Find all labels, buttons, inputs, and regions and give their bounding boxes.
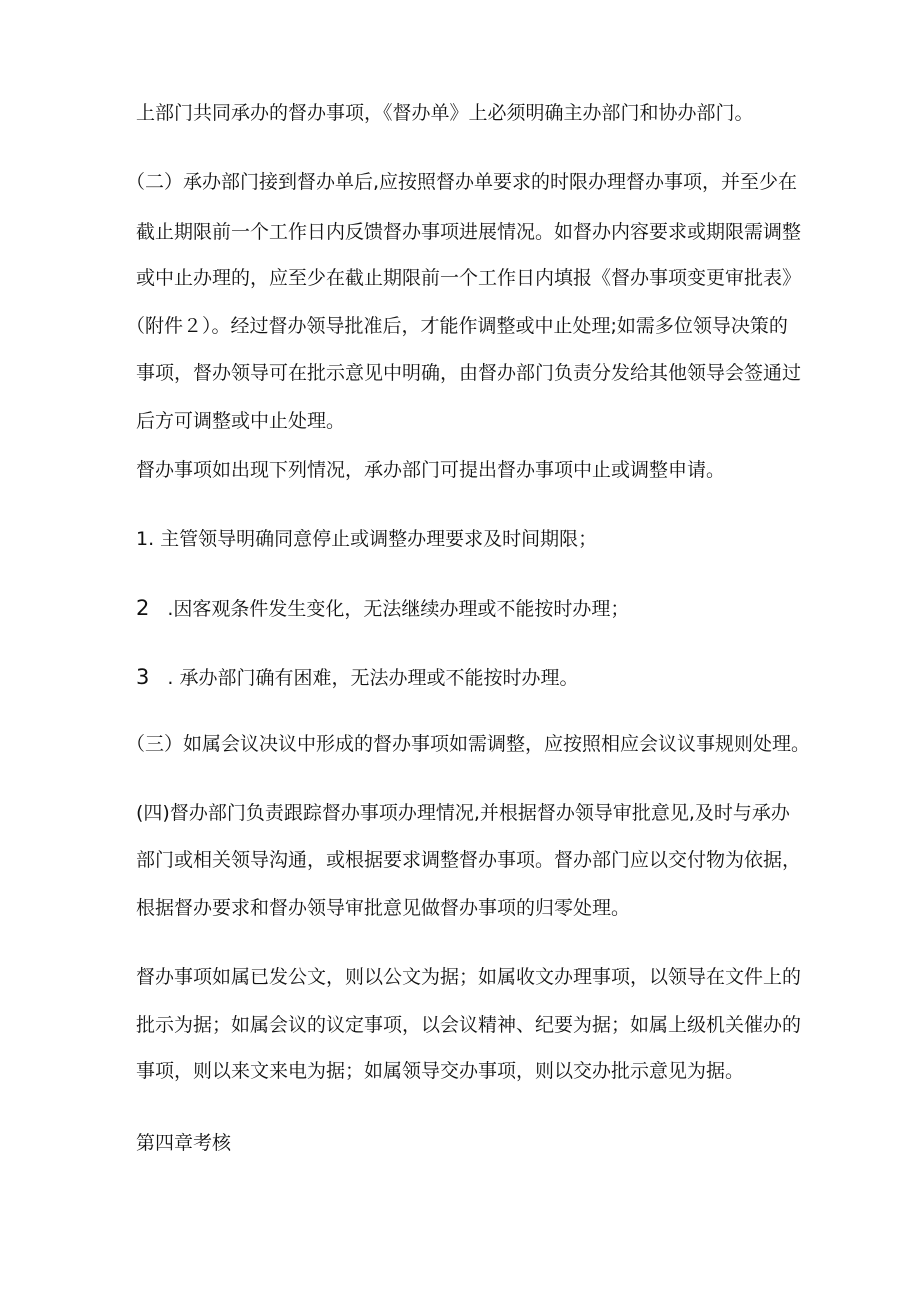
list-item-3 — [136, 663, 578, 692]
paragraph-2-line-2: 截止期限前一个工作日内反馈督办事项进展情况。如督办内容要求或期限需调整 — [136, 221, 802, 243]
paragraph-2-line-3: 或中止办理的，应至少在截止期限前一个工作日内填报《督办事项变更审批表》 — [136, 267, 802, 289]
paragraph-2-line-1: （二）承办部门接到督办单后,应按照督办单要求的时限办理督办事项，并至少在 — [126, 171, 798, 193]
paragraph-5-line-2: 部门或相关领导沟通，或根据要求调整督办事项。督办部门应以交付物为依据， — [136, 849, 802, 871]
paragraph-6-line-1: 督办事项如属已发公文，则以公文为据；如属收文办理事项，以领导在文件上的 — [136, 966, 802, 988]
chapter-heading: 第四章考核 — [136, 1132, 232, 1154]
list-item-1 — [136, 525, 597, 553]
list-item-2 — [136, 594, 629, 623]
paragraph-2-line-4: （附件２）。经过督办领导批准后，才能作调整或中止处理;如需多位领导决策的 — [126, 315, 788, 337]
list-item-3-text: . 承办部门确有困难，无法办理或不能按时办理。 — [167, 667, 579, 689]
paragraph-5-line-1: (四)督办部门负责跟踪督办事项办理情况,并根据督办领导审批意见,及时与承办 — [136, 802, 790, 824]
paragraph-3-line-1: 督办事项如出现下列情况，承办部门可提出督办事项中止或调整申请。 — [136, 459, 726, 481]
paragraph-2-line-6: 后方可调整或中止处理。 — [136, 410, 346, 432]
paragraph-1-line-1: 上部门共同承办的督办事项，《督办单》上必须明确主办部门和协办部门。 — [136, 102, 754, 124]
paragraph-5-line-3: 根据督办要求和督办领导审批意见做督办事项的归零处理。 — [136, 897, 631, 919]
paragraph-2-line-5: 事项，督办领导可在批示意见中明确，由督办部门负责分发给其他领导会签通过 — [136, 362, 802, 384]
list-item-3-number: 3 — [136, 665, 150, 689]
list-item-2-number: 2 — [136, 596, 150, 620]
list-item-2-text: .因客观条件发生变化，无法继续办理或不能按时办理； — [167, 598, 630, 620]
paragraph-6-line-3: 事项，则以来文来电为据；如属领导交办事项，则以交办批示意见为据。 — [136, 1060, 745, 1082]
paragraph-6-line-2: 批示为据；如属会议的议定事项，以会议精神、纪要为据；如属上级机关催办的 — [136, 1014, 802, 1036]
list-item-1-text: 1. 主管领导明确同意停止或调整办理要求及时间期限； — [136, 528, 598, 550]
paragraph-4-line-1: （三）如属会议决议中形成的督办事项如需调整，应按照相应会议议事规则处理。 — [126, 733, 811, 755]
